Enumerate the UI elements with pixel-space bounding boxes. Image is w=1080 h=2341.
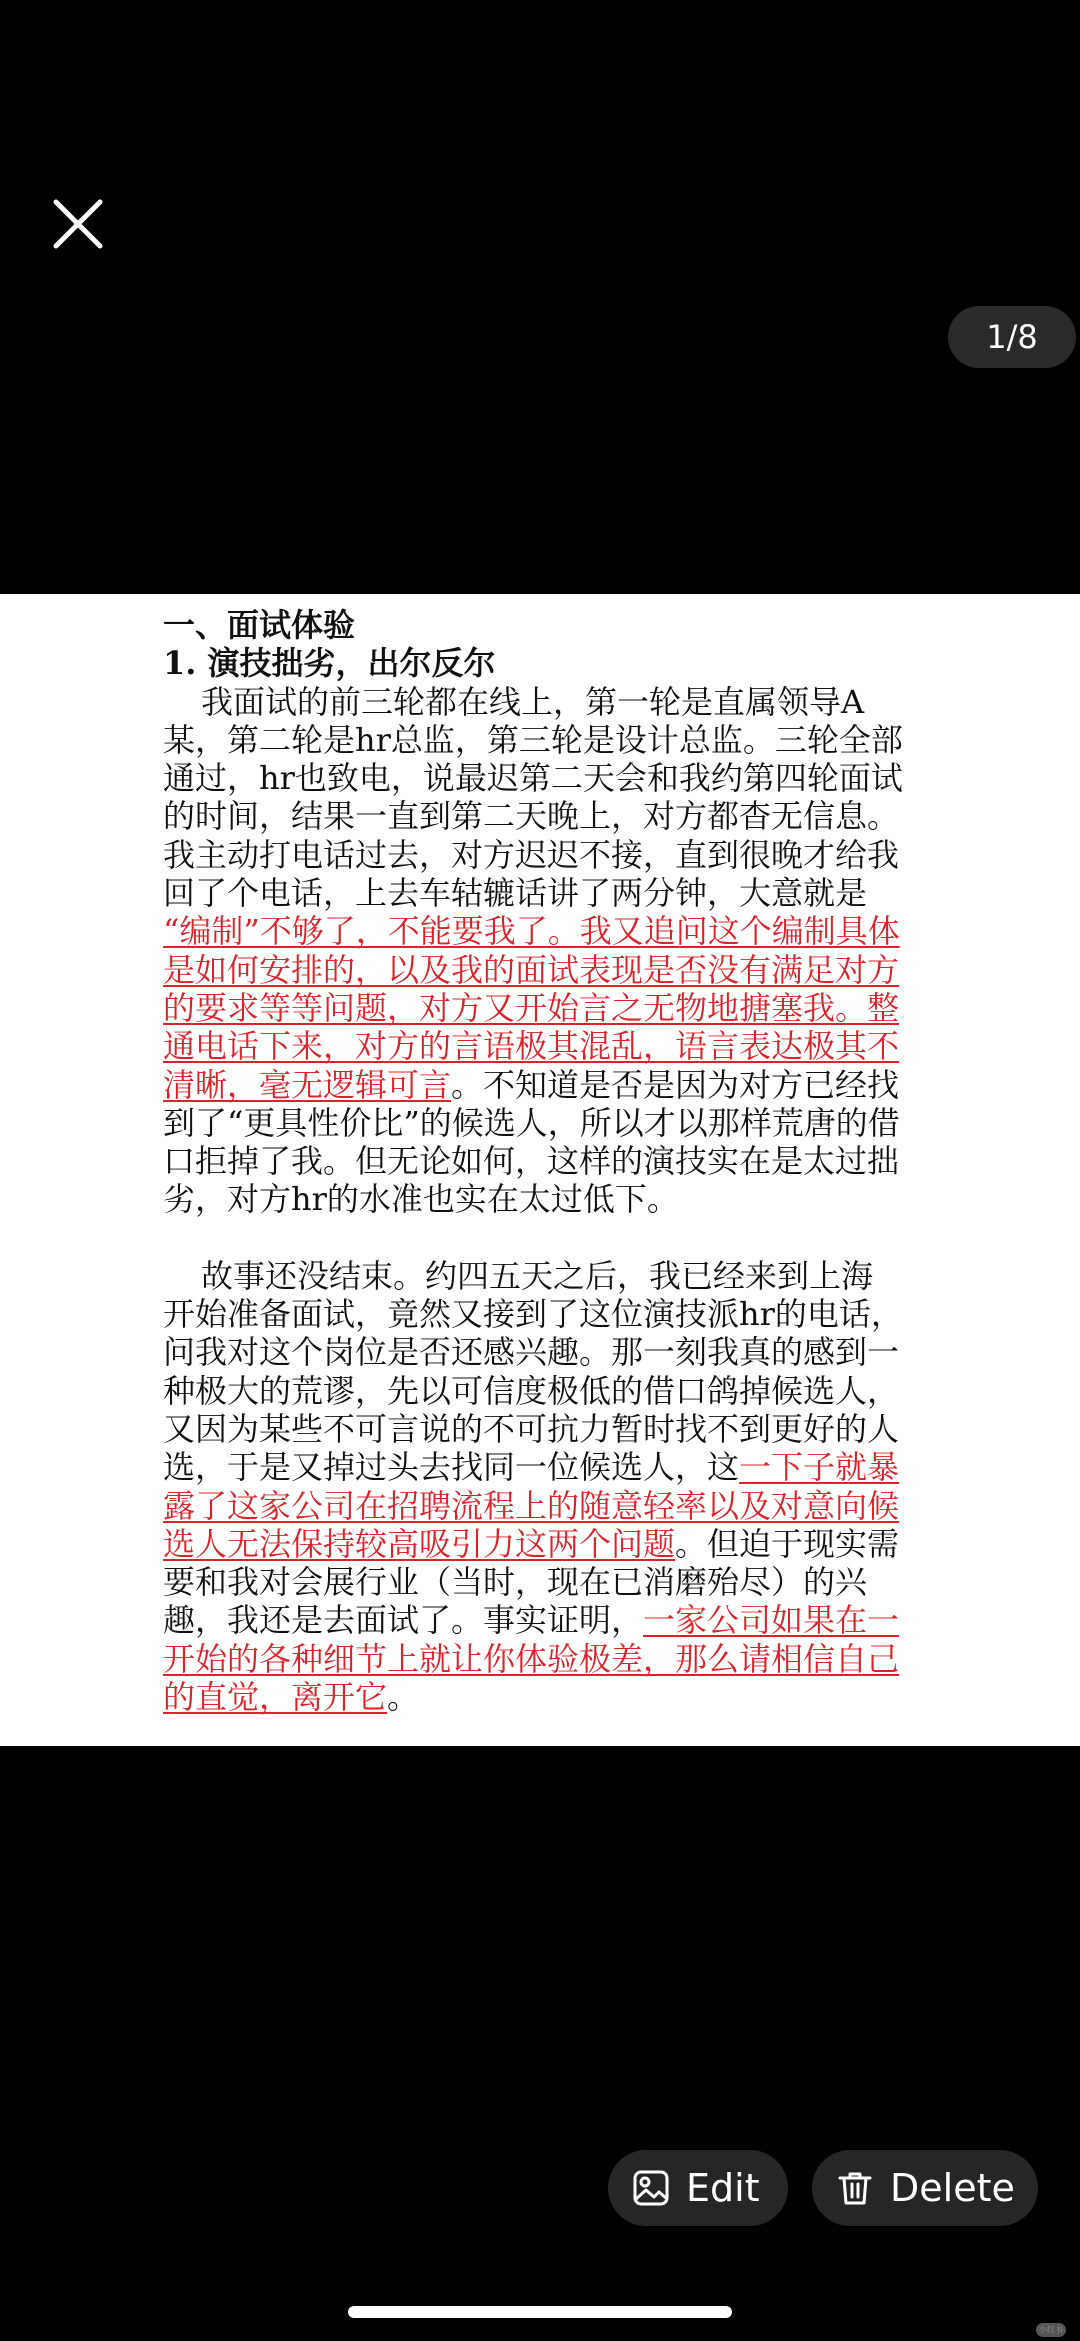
paragraph-line: 要和我对会展行业（当时，现在已消磨殆尽）的兴 — [163, 1563, 868, 1602]
highlighted-text: 的直觉，离开它 — [163, 1678, 388, 1717]
highlighted-text: 开始的各种细节上就让你体验极差，那么请相信自己 — [163, 1639, 900, 1678]
highlighted-text: 一家公司如果在一 — [643, 1601, 900, 1640]
delete-button[interactable] — [812, 2150, 1038, 2226]
paragraph-line: 回了个电话，上去车轱辘话讲了两分钟，大意就是 — [163, 874, 868, 913]
paragraph-line: 通过，hr也致电，说最迟第二天会和我约第四轮面试 — [163, 759, 903, 798]
delete-label: Delete — [890, 2166, 1015, 2210]
highlighted-text: 通电话下来，对方的言语极其混乱，语言表达极其不 — [163, 1027, 900, 1066]
paragraph-line: 劣，对方hr的水准也实在太过低下。 — [163, 1180, 679, 1219]
close-icon — [50, 196, 106, 252]
highlighted-text: 的要求等等问题，对方又开始言之无物地搪塞我。整 — [163, 988, 900, 1027]
paragraph-line: 开始准备面试，竟然又接到了这位演技派hr的电话， — [163, 1295, 903, 1334]
paragraph-line: 某，第二轮是hr总监，第三轮是设计总监。三轮全部 — [163, 720, 903, 759]
paragraph-text: 。不知道是否是因为对方已经找 — [451, 1065, 900, 1104]
section-heading: 一、面试体验 — [163, 606, 356, 644]
paragraph-line: 故事还没结束。约四五天之后，我已经来到上海 — [201, 1256, 874, 1295]
highlighted-text: “编制”不够了，不能要我了。我又追问这个编制具体 — [163, 912, 900, 951]
document-image — [0, 594, 1080, 1746]
document-text — [163, 606, 918, 1716]
image-counter: 1/8 — [948, 306, 1076, 368]
paragraph-line: 口拒掉了我。但无论如何，这样的演技实在是太过拙 — [163, 1142, 900, 1181]
home-indicator[interactable] — [348, 2306, 732, 2318]
paragraph-line: 我主动打电话过去，对方迟迟不接，直到很晚才给我 — [163, 835, 900, 874]
paragraph-text: 趣，我还是去面试了。事实证明， — [163, 1601, 644, 1640]
paragraph-line: 的时间，结果一直到第二天晚上，对方都杳无信息。 — [163, 797, 900, 836]
paragraph-line: 又因为某些不可言说的不可抗力暂时找不到更好的人 — [163, 1409, 900, 1448]
paragraph-line: 我面试的前三轮都在线上，第一轮是直属领导A — [201, 682, 865, 721]
paragraph-line: 问我对这个岗位是否还感兴趣。那一刻我真的感到一 — [163, 1333, 900, 1372]
image-edit-icon — [632, 2169, 670, 2207]
highlighted-text: 清晰，毫无逻辑可言 — [163, 1065, 452, 1104]
watermark: 小红书 — [1036, 2323, 1066, 2337]
subsection-heading: 1. 演技拙劣，出尔反尔 — [163, 644, 496, 683]
close-button[interactable] — [50, 196, 106, 252]
paragraph-text: 。但迫于现实需 — [675, 1524, 900, 1563]
paragraph-line: 种极大的荒谬，先以可信度极低的借口鸽掉候选人， — [163, 1371, 900, 1410]
edit-label: Edit — [686, 2166, 760, 2210]
highlighted-text: 选人无法保持较高吸引力这两个问题 — [163, 1524, 676, 1563]
highlighted-text: 一下子就暴 — [739, 1448, 900, 1487]
highlighted-text: 是如何安排的，以及我的面试表现是否没有满足对方 — [163, 950, 900, 989]
edit-button[interactable] — [608, 2150, 788, 2226]
highlighted-text: 露了这家公司在招聘流程上的随意轻率以及对意向候 — [163, 1486, 900, 1525]
paragraph-line: 到了“更具性价比”的候选人，所以才以那样荒唐的借 — [163, 1103, 900, 1142]
trash-icon — [836, 2169, 874, 2207]
paragraph-text: 选，于是又掉过头去找同一位候选人，这 — [163, 1448, 740, 1487]
paragraph-text: 。 — [387, 1678, 420, 1717]
